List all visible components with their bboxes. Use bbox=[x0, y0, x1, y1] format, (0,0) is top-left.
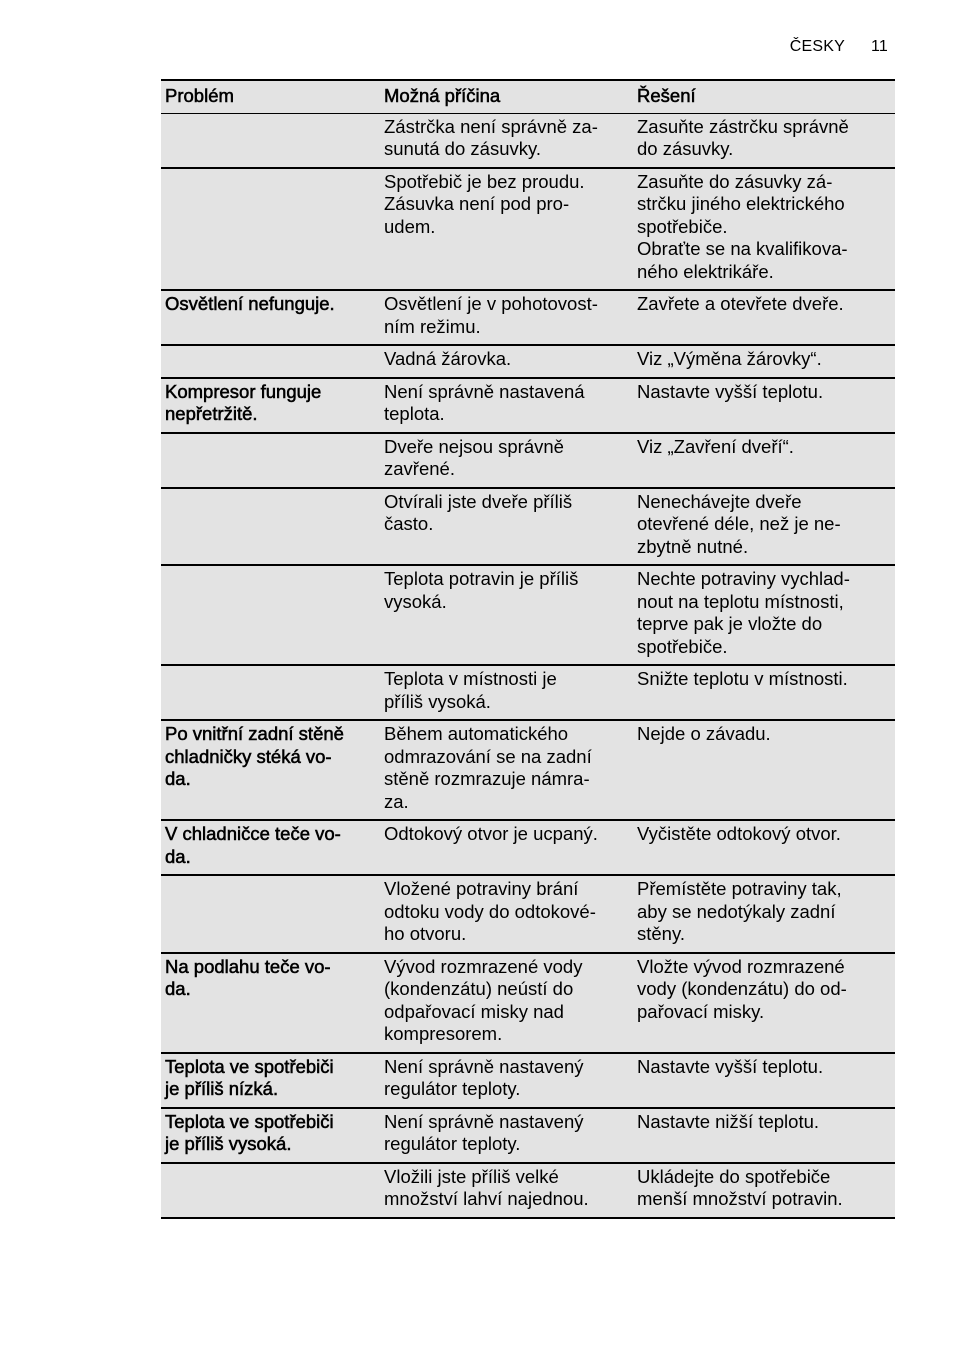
problem-cell bbox=[161, 1163, 380, 1218]
cause-cell: Odtokový otvor je ucpaný. bbox=[380, 820, 633, 875]
table-row bbox=[161, 168, 895, 291]
solution-cell: Nastavte vyšší teplotu. bbox=[633, 378, 895, 433]
table-header-row bbox=[161, 80, 895, 113]
table-row bbox=[161, 1163, 895, 1218]
header-solution: Řešení bbox=[633, 80, 895, 113]
page-number: 11 bbox=[870, 38, 888, 55]
header-cause: Možná příčina bbox=[380, 80, 633, 113]
cause-cell: Vložili jste příliš velké množství lahví najednou. bbox=[380, 1163, 633, 1218]
problem-cell bbox=[161, 875, 380, 953]
solution-cell: Vložte vývod rozmrazené vody (kondenzátu) do od- pařovací misky. bbox=[633, 953, 895, 1053]
problem-cell: Po vnitřní zadní stěně chladničky stéká vo- da. bbox=[161, 720, 380, 820]
problem-cell bbox=[161, 433, 380, 488]
section-language: ČESKY bbox=[789, 38, 845, 55]
cause-cell: Během automatického odmrazování se na zadní stěně rozmrazuje námra- za. bbox=[380, 720, 633, 820]
problem-cell bbox=[161, 565, 380, 665]
solution-cell: Nastavte nižší teplotu. bbox=[633, 1108, 895, 1163]
solution-cell: Nenechávejte dveře otevřené déle, než je ne- zbytně nutné. bbox=[633, 488, 895, 566]
solution-cell: Zasuňte do zásuvky zá- strčku jiného elektrického spotřebiče. Obraťte se na kvalifikova- ného elektrikáře. bbox=[633, 168, 895, 291]
table-row bbox=[161, 720, 895, 820]
table-row bbox=[161, 1108, 895, 1163]
cause-cell: Není správně nastavený regulátor teploty. bbox=[380, 1108, 633, 1163]
solution-cell: Viz „Zavření dveří“. bbox=[633, 433, 895, 488]
problem-cell bbox=[161, 113, 380, 168]
table-row bbox=[161, 820, 895, 875]
problem-cell bbox=[161, 168, 380, 291]
table-row bbox=[161, 1053, 895, 1108]
table-row bbox=[161, 875, 895, 953]
solution-cell: Nastavte vyšší teplotu. bbox=[633, 1053, 895, 1108]
problem-cell bbox=[161, 665, 380, 720]
cause-cell: Vývod rozmrazené vody (kondenzátu) neústí do odpařovací misky nad kompresorem. bbox=[380, 953, 633, 1053]
solution-cell: Přemístěte potraviny tak, aby se nedotýkaly zadní stěny. bbox=[633, 875, 895, 953]
table-row bbox=[161, 113, 895, 168]
problem-cell: V chladničce teče vo- da. bbox=[161, 820, 380, 875]
problem-cell: Teplota ve spotřebiči je příliš nízká. bbox=[161, 1053, 380, 1108]
cause-cell: Zástrčka není správně za- sunutá do zásuvky. bbox=[384, 115, 598, 159]
solution-cell: Vyčistěte odtokový otvor. bbox=[633, 820, 895, 875]
page-header bbox=[790, 38, 888, 56]
problem-cell: Na podlahu teče vo- da. bbox=[161, 953, 380, 1053]
troubleshooting-table bbox=[161, 79, 895, 1219]
solution-cell: Snižte teplotu v místnosti. bbox=[633, 665, 895, 720]
cause-cell: Otvírali jste dveře příliš často. bbox=[380, 488, 633, 566]
problem-cell bbox=[161, 488, 380, 566]
table-row bbox=[161, 378, 895, 433]
table-row bbox=[161, 565, 895, 665]
cause-cell: Osvětlení je v pohotovost- ním režimu. bbox=[380, 290, 633, 345]
solution-cell: Zasuňte zástrčku správně do zásuvky. bbox=[637, 115, 849, 159]
table-row bbox=[161, 290, 895, 345]
problem-cell: Osvětlení nefunguje. bbox=[161, 290, 380, 345]
problem-cell bbox=[161, 345, 380, 378]
table-row bbox=[161, 345, 895, 378]
cause-cell: Teplota potravin je příliš vysoká. bbox=[380, 565, 633, 665]
cause-cell: Spotřebič je bez proudu. Zásuvka není pod pro- udem. bbox=[380, 168, 633, 291]
problem-cell: Teplota ve spotřebiči je příliš vysoká. bbox=[161, 1108, 380, 1163]
cause-cell: Dveře nejsou správně zavřené. bbox=[380, 433, 633, 488]
table-row bbox=[161, 665, 895, 720]
cause-cell: Není správně nastavený regulátor teploty. bbox=[380, 1053, 633, 1108]
solution-cell: Nechte potraviny vychlad- nout na teplotu místnosti, teprve pak je vložte do spotřebiče. bbox=[633, 565, 895, 665]
cause-cell: Vložené potraviny brání odtoku vody do odtokové- ho otvoru. bbox=[380, 875, 633, 953]
solution-cell: Zavřete a otevřete dveře. bbox=[633, 290, 895, 345]
cause-cell: Teplota v místnosti je příliš vysoká. bbox=[380, 665, 633, 720]
solution-cell: Nejde o závadu. bbox=[633, 720, 895, 820]
solution-cell: Ukládejte do spotřebiče menší množství potravin. bbox=[633, 1163, 895, 1218]
solution-cell: Viz „Výměna žárovky“. bbox=[633, 345, 895, 378]
cause-cell: Vadná žárovka. bbox=[380, 345, 633, 378]
table-body bbox=[161, 113, 895, 1218]
table-row bbox=[161, 488, 895, 566]
cause-cell: Není správně nastavená teplota. bbox=[380, 378, 633, 433]
table-row bbox=[161, 433, 895, 488]
problem-cell: Kompresor funguje nepřetržitě. bbox=[161, 378, 380, 433]
table-row bbox=[161, 953, 895, 1053]
header-problem: Problém bbox=[161, 80, 380, 113]
